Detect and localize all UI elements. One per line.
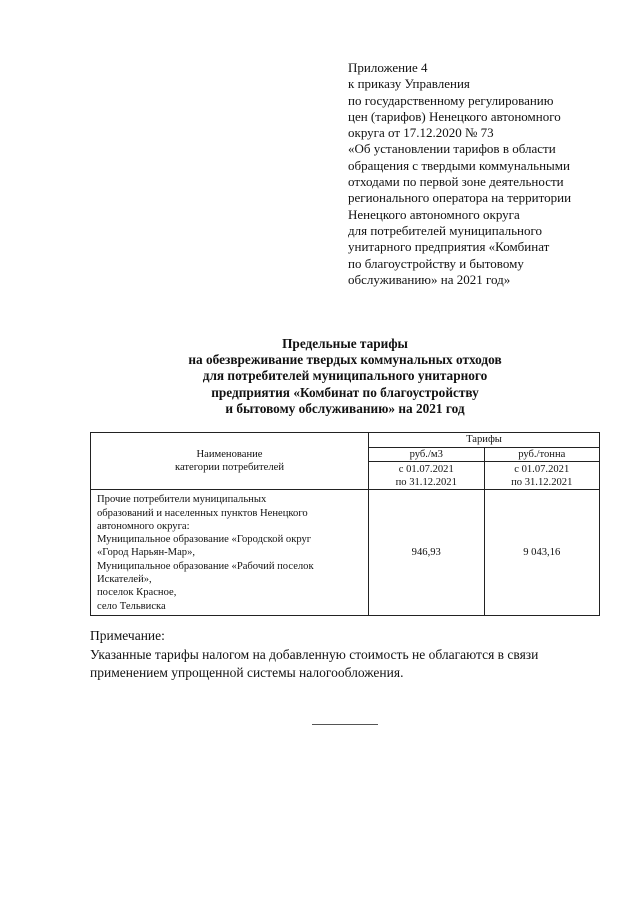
appendix-line: унитарного предприятия «Комбинат: [348, 239, 550, 255]
tariffs-table: [90, 432, 600, 616]
title-line: на обезвреживание твердых коммунальных отходов: [188, 352, 502, 368]
header-category-line: категории потребителей: [174, 462, 285, 474]
appendix-line: регионального оператора на территории: [348, 190, 572, 206]
category-line: Прочие потребители муниципальных: [97, 494, 267, 506]
category-line: село Тельвиска: [97, 600, 166, 612]
period-end: по 31.12.2021: [395, 476, 457, 488]
note-text-main: Указанные тарифы налогом на добавленную стоимость не облагаются в связи: [90, 647, 539, 662]
closing-divider: [312, 724, 378, 725]
appendix-block: [348, 60, 618, 288]
category-line: Муниципальное образование «Рабочий поселок: [97, 560, 314, 572]
category-line: Муниципальное образование «Городской округ: [97, 534, 312, 546]
period-start: с 01.07.2021: [398, 463, 454, 475]
period-end: по 31.12.2021: [511, 476, 573, 488]
appendix-line: цен (тарифов) Ненецкого автономного: [348, 108, 561, 124]
category-line: Искателей»,: [97, 574, 152, 586]
table-row: [91, 490, 600, 616]
title-line: для потребителей муниципального унитарного: [202, 368, 488, 384]
value-m3-cell: 946,93: [369, 490, 485, 616]
value-ton-cell: 9 043,16: [484, 490, 600, 616]
appendix-line: отходами по первой зоне деятельности: [348, 174, 564, 190]
note-label: Примечание:: [90, 628, 165, 643]
category-cell: [91, 490, 369, 616]
appendix-line: по благоустройству и бытовому: [348, 255, 524, 271]
appendix-line: обслуживанию» на 2021 год»: [348, 271, 511, 287]
unit-m3-cell: руб./м3: [369, 448, 485, 462]
period-start: с 01.07.2021: [514, 463, 570, 475]
period-ton-cell: [484, 462, 600, 490]
category-line: «Город Нарьян-Мар»,: [97, 547, 196, 559]
category-line: поселок Красное,: [97, 587, 177, 599]
title-line: и бытовому обслуживанию» на 2021 год: [225, 400, 465, 416]
appendix-line: округа от 17.12.2020 № 73: [348, 125, 494, 141]
appendix-line: по государственному регулированию: [348, 92, 554, 108]
title-line: Предельные тарифы: [282, 336, 408, 351]
appendix-line: «Об установлении тарифов в области: [348, 141, 556, 157]
appendix-line: Ненецкого автономного округа: [348, 206, 520, 222]
appendix-line: Приложение 4: [348, 60, 428, 75]
appendix-line: к приказу Управления: [348, 76, 470, 92]
header-tariffs-cell: Тарифы: [369, 433, 600, 448]
document-title: [90, 336, 600, 417]
appendix-line: обращения с твердыми коммунальными: [348, 157, 570, 173]
category-line: автономного округа:: [97, 520, 190, 532]
header-category-line: Наименование: [196, 448, 263, 460]
header-category-cell: [91, 433, 369, 490]
period-m3-cell: [369, 462, 485, 490]
unit-ton-cell: руб./тонна: [484, 448, 600, 462]
appendix-line: для потребителей муниципального: [348, 222, 542, 238]
note-text: [90, 646, 600, 682]
note-text-last: применением упрощенной системы налогообложения.: [90, 665, 404, 680]
category-line: образований и населенных пунктов Ненецкого: [97, 507, 308, 519]
title-line: предприятия «Комбинат по благоустройству: [211, 384, 479, 400]
